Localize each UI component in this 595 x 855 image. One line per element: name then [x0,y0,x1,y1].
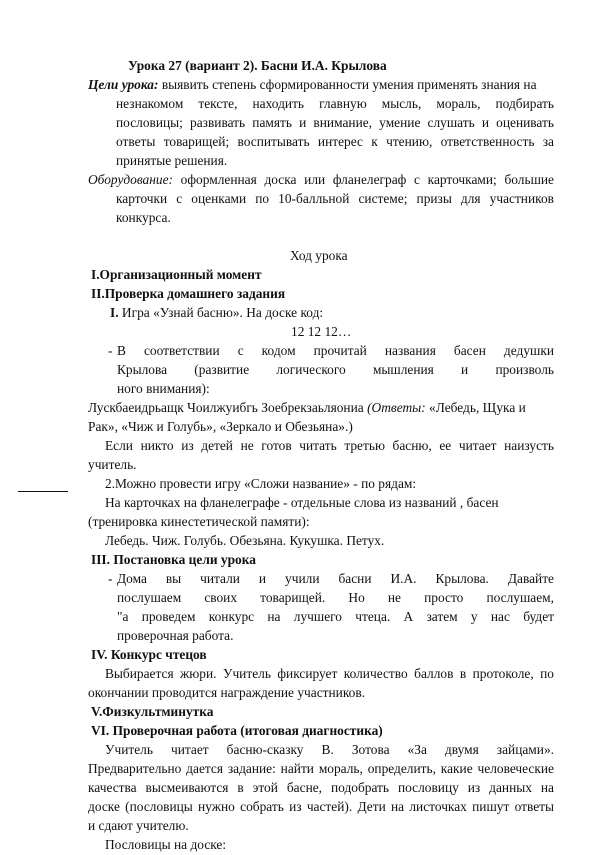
section-heading: II.Проверка домашнего задания [91,286,286,301]
goals-label: Цели урока: [88,77,159,92]
lesson-title: Урока 27 (вариант 2). Басни И.А. Крылова [128,58,387,73]
bullet-line: "а проведем конкурс на лучшего чтеца. А затем у нас будет [117,609,554,624]
paragraph-line: Учитель читает басню-сказку В. Зотова «За двумя зайцами». [105,742,554,757]
paragraph-line: учитель. [88,457,137,472]
paragraph-line: и сдают учителю. [88,818,189,833]
word-list: Лебедь. Чиж. Голубь. Обезьяна. Кукушка. Петух. [105,533,385,548]
scramble-line [88,399,526,418]
paragraph-line: качества высмеиваются в этой басне, подобрать пословицу из данных на [88,780,554,795]
paragraph-line: Предварительно дается задание: найти мораль, определить, какие человеческие [88,761,554,776]
bullet-line: проверочная работа. [117,628,234,643]
goals-line: принятые решения. [116,153,228,168]
horizontal-rule [18,491,68,492]
bullet-line: послушаем своих товарищей. Но не просто послушаем, [117,590,554,605]
section-heading: IV. Конкурс чтецов [91,647,207,662]
answers-text: «Лебедь, Щука и [429,400,526,415]
section-heading: III. Постановка цели урока [91,552,256,567]
goals-line: выявить степень сформированности умения применять знания на [161,77,537,92]
equipment-line: оформленная доска или фланелеграф с карточками; большие [180,172,554,187]
list-number: I. [110,305,119,320]
goals-line: ответы товарищей; воспитывать интерес к чтению, ответственность за [116,134,554,149]
bullet-line: Крылова (развитие логического мышления и произволь [117,362,554,377]
section-heading: I.Организационный момент [91,267,262,282]
bullet-line: В соответствии с кодом прочитай названия басен дедушки [117,343,554,358]
goals-line: пословицы; развивать память и внимание, умение слушать и оценивать [116,115,554,130]
paragraph-line: На карточках на фланелеграфе - отдельные слова из названий , басен [105,495,499,510]
course-heading: Ход урока [290,248,348,263]
scrambled-titles: Лускбаеидрьащк Чоилжуибгь Зоебрекзаьляониа [88,400,364,415]
section-heading: V.Физкультминутка [91,704,214,719]
code-line: 12 12 12… [291,324,352,339]
list-text: Игра «Узнай басню». На доске код: [121,305,324,320]
goals-line: незнакомом тексте, находить главную мысль, мораль, подбирать [116,96,554,111]
goals-first-line [88,76,537,95]
equipment-first-line [88,171,554,190]
answers-text: Рак», «Чиж и Голубь», «Зеркало и Обезьяна».) [88,419,353,434]
bullet-dash: - [108,571,113,586]
bullet-line: ного внимания): [117,381,210,396]
equipment-line: конкурса. [116,210,171,225]
bullet-dash: - [108,343,113,358]
paragraph-line: доске (пословицы нужно собрать из частей). Дети на листочках пишут ответы [88,799,554,814]
equipment-line: карточки с оценками по 10-балльной системе; призы для участников [116,191,554,206]
list-item [110,304,323,323]
answers-label: (Ответы: [367,400,426,415]
equipment-label: Оборудование: [88,172,173,187]
paragraph-line: Пословицы на доске: [105,837,227,852]
paragraph-line: Выбирается жюри. Учитель фиксирует количество баллов в протоколе, по [105,666,554,681]
paragraph-line: (тренировка кинестетической памяти): [88,514,310,529]
paragraph-line: Если никто из детей не готов читать третью басню, ее читает наизусть [105,438,554,453]
section-heading: VI. Проверочная работа (итоговая диагностика) [91,723,383,738]
bullet-line: Дома вы читали и учили басни И.А. Крылова. Давайте [117,571,554,586]
paragraph-line: окончании проводится награждение участников. [88,685,366,700]
list-item: 2.Можно провести игру «Сложи название» - по рядам: [105,476,417,491]
